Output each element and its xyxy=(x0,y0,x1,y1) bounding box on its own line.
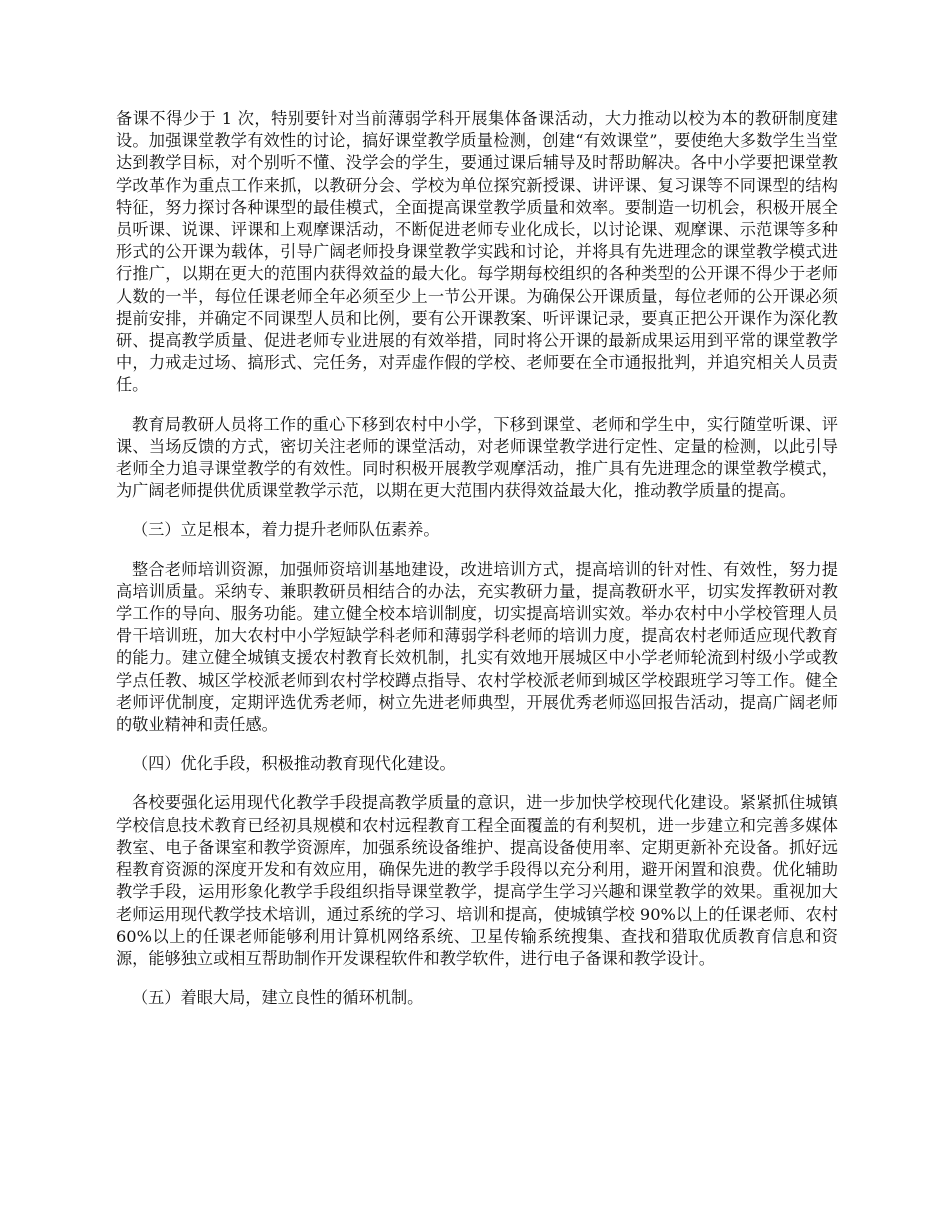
document-body xyxy=(116,108,838,1026)
section-heading-4: （四）优化手段，积极推动教育现代化建设。 xyxy=(132,754,456,774)
section-heading-3: （三）立足根本，着力提升老师队伍素养。 xyxy=(132,520,440,540)
paragraph-teacher-training: 整合老师培训资源，加强师资培训基地建设，改进培训方式，提高培训的针对性、有效性，努力提高培训质量。采纳专、兼职教研员相结合的办法，充实教研力量，提高教研水平，切实发挥教研对教学工作的导向、服务功能。建立健全校本培训制度，切实提高培训实效。举办农村中小学校管理人员骨干培训班，加大农村中小学短缺学科老师和薄弱学科老师的培训力度，提高农村老师适应现代教育的能力。建立健全城镇支援农村教育长效机制，扎实有效地开展城区中小学老师轮流到村级小学或教学点任教、城区学校派老师到农村学校蹲点指导、农村学校派老师到城区学校跟班学习等工作。健全老师评优制度，定期评选优秀老师，树立先进老师典型，开展优秀老师巡回报告活动，提高广阔老师的敬业精神和责任感。 xyxy=(116,559,838,735)
paragraph-teaching-research: 教育局教研人员将工作的重心下移到农村中小学，下移到课堂、老师和学生中，实行随堂听课、评课、当场反馈的方式，密切关注老师的课堂活动，对老师课堂教学进行定性、定量的检测，以此引导老师全力追寻课堂教学的有效性。同时积极开展教学观摩活动，推广具有先进理念的课堂教学模式，为广阔老师提供优质课堂教学示范，以期在更大范围内获得效益最大化，推动教学质量的提高。 xyxy=(116,414,838,501)
paragraph-lesson-prep: 备课不得少于 1 次，特别要针对当前薄弱学科开展集体备课活动，大力推动以校为本的教研制度建设。加强课堂教学有效性的讨论，搞好课堂教学质量检测，创建“有效课堂”，要使绝大多数学生当堂达到教学目标，对个别听不懂、没学会的学生，要通过课后辅导及时帮助解决。各中小学要把课堂教学改革作为重点工作来抓，以教研分会、学校为单位探究新授课、讲评课、复习课等不同课型的结构特征，努力探讨各种课型的最佳模式，全面提高课堂教学质量和效率。要制造一切机会，积极开展全员听课、说课、评课和上观摩课活动，不断促进老师专业化成长，以讨论课、观摩课、示范课等多种形式的公开课为载体，引导广阔老师投身课堂教学实践和讨论，并将具有先进理念的课堂教学模式进行推广，以期在更大的范围内获得效益的最大化。每学期每校组织的各种类型的公开课不得少于老师人数的一半，每位任课老师全年必须至少上一节公开课。为确保公开课质量，每位老师的公开课必须提前安排，并确定不同课型人员和比例，要有公开课教案、听评课记录，要真正把公开课作为深化教研、提高教学质量、促进老师专业进展的有效举措，同时将公开课的最新成果运用到平常的课堂教学中，力戒走过场、搞形式、完任务，对弄虚作假的学校、老师要在全市通报批判，并追究相关人员责任。 xyxy=(116,109,838,395)
paragraph-modernization: 各校要强化运用现代化教学手段提高教学质量的意识，进一步加快学校现代化建设。紧紧抓住城镇学校信息技术教育已经初具规模和农村远程教育工程全面覆盖的有利契机，进一步建立和完善多媒体教室、电子备课室和教学资源库，加强系统设备维护、提高设备使用率、定期更新补充设备。抓好远程教育资源的深度开发和有效应用，确保先进的教学手段得以充分利用，避开闲置和浪费。优化辅助教学手段，运用形象化教学手段组织指导课堂教学，提高学生学习兴趣和课堂教学的效果。重视加大老师运用现代教学技术培训，通过系统的学习、培训和提高，使城镇学校 90%以上的任课老师、农村 60%以上的任课老师能够利用计算机网络系统、卫星传输系统搜集、查找和猎取优质教育信息和资源，能够独立或相互帮助制作开发课程软件和教学软件，进行电子备课和教学设计。 xyxy=(116,793,838,968)
section-heading-5: （五）着眼大局，建立良性的循环机制。 xyxy=(132,988,424,1008)
